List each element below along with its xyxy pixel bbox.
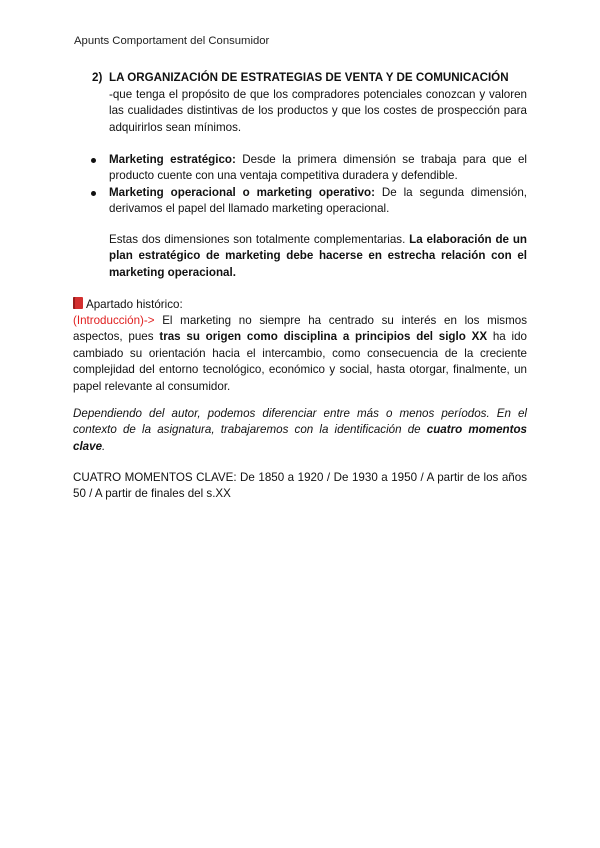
- historic-title: Apartado histórico:: [86, 298, 183, 311]
- section-title: [92, 70, 532, 86]
- periods-bold: cuatro momentos clave: [73, 423, 527, 453]
- section-number: 2): [92, 71, 103, 84]
- bullet-item-strategic: [91, 152, 527, 185]
- bullet-item-operational: [91, 185, 527, 218]
- historic-heading: [73, 297, 183, 313]
- complement-bold: La elaboración de un plan estratégico de marketing debe hacerse en estrecha relación con el marketing operacional.: [109, 233, 527, 279]
- bullet-term: Marketing estratégico:: [109, 153, 236, 166]
- book-icon: [73, 297, 83, 309]
- bullet-dot-icon: [91, 191, 96, 196]
- bullet-text: Desde la primera dimensión se trabaja para que el producto cuente con una ventaja competitiva duradera y defendible.: [109, 153, 528, 183]
- section-title-text: LA ORGANIZACIÓN DE ESTRATEGIAS DE VENTA Y DE COMUNICACIÓN: [109, 71, 509, 84]
- bullet-dot-icon: [91, 158, 96, 163]
- bullet-list: [91, 152, 527, 218]
- intro-label: (Introducción)->: [73, 314, 155, 327]
- historic-paragraph: [73, 313, 527, 395]
- complement-paragraph: [109, 232, 527, 281]
- page-header: Apunts Comportament del Consumidor: [74, 35, 270, 47]
- complement-plain: Estas dos dimensiones son totalmente complementarias.: [109, 233, 410, 246]
- periods-text: Dependiendo del autor, podemos diferenciar entre más o menos períodos. En el contexto de la asignatura, trabajaremos con la identificación de: [73, 407, 527, 437]
- periods-paragraph: [73, 406, 527, 455]
- historic-text-2: ha ido cambiado su orientación hacia el intercambio, como consecuencia de la creciente complejidad del entorno tecnológico, económico y social, hasta otorgar, finalmente, un papel relevante al consumidor.: [73, 330, 528, 393]
- bullet-term: Marketing operacional o marketing operativo:: [109, 185, 375, 199]
- periods-end: .: [102, 439, 106, 453]
- historic-bold: tras su origen como disciplina a principios del siglo XX: [159, 330, 488, 344]
- historic-text-1: El marketing no siempre ha centrado su interés en los mismos aspectos, pues: [73, 314, 527, 344]
- bullet-text: De la segunda dimensión, derivamos el papel del llamado marketing operacional.: [109, 185, 527, 216]
- moments-paragraph: CUATRO MOMENTOS CLAVE: De 1850 a 1920 / De 1930 a 1950 / A partir de los años 50 / A partir de finales del s.XX: [73, 471, 527, 501]
- section-intro: -que tenga el propósito de que los compradores potenciales conozcan y valoren las cualidades distintivas de los productos y que los costes de prospección para adquirirlos sean mínimos.: [109, 88, 527, 134]
